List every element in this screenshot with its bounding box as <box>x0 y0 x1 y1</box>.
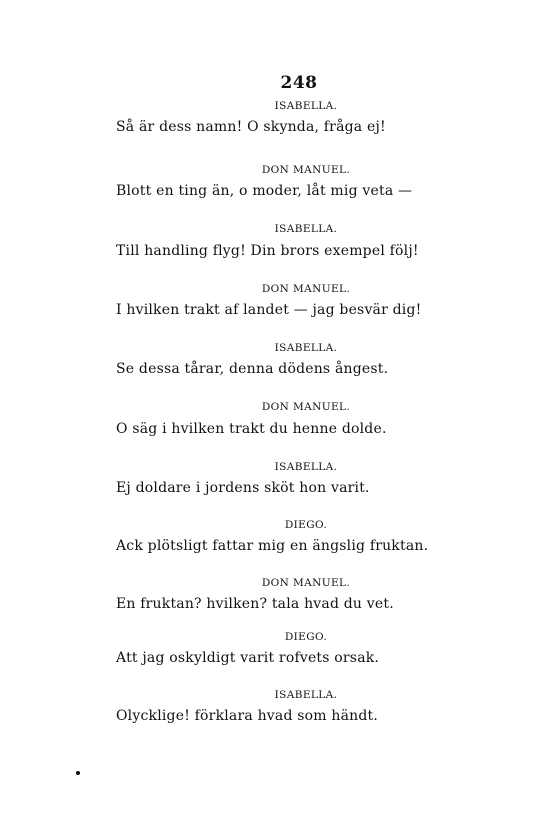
dialogue-line: I hvilken trakt af landet — jag besvär dig! <box>116 302 422 318</box>
speaker-name: DON MANUEL. <box>261 401 351 413</box>
dialogue-line: Ack plötsligt fattar mig en ängslig fruktan. <box>116 538 429 554</box>
speaker-name: ISABELLA. <box>274 223 338 235</box>
dialogue-line: Blott en ting än, o moder, låt mig veta — <box>116 183 413 199</box>
speaker-name: DIEGO. <box>284 631 328 643</box>
speaker-name: DIEGO. <box>284 519 328 531</box>
dialogue-line: Till handling flyg! Din brors exempel följ! <box>116 243 419 259</box>
speaker-name: ISABELLA. <box>274 689 338 701</box>
speaker-name: ISABELLA. <box>274 342 338 354</box>
speaker-name: ISABELLA. <box>274 461 338 473</box>
dialogue-line: O säg i hvilken trakt du henne dolde. <box>116 421 387 437</box>
page-number: 248 <box>280 73 318 93</box>
dialogue-line: Olycklige! förklara hvad som händt. <box>116 708 379 724</box>
speaker-name: DON MANUEL. <box>261 577 351 589</box>
dialogue-line: Ej doldare i jordens sköt hon varit. <box>116 480 370 496</box>
dialogue-line: Så är dess namn! O skynda, fråga ej! <box>116 119 386 135</box>
speaker-name: ISABELLA. <box>274 100 338 112</box>
speaker-name: DON MANUEL. <box>261 283 351 295</box>
dialogue-line: Se dessa tårar, denna dödens ångest. <box>116 361 389 377</box>
dialogue-line: Att jag oskyldigt varit rofvets orsak. <box>116 650 380 666</box>
dialogue-line: En fruktan? hvilken? tala hvad du vet. <box>116 596 394 612</box>
ink-dot-mark <box>76 771 80 775</box>
speaker-name: DON MANUEL. <box>261 164 351 176</box>
